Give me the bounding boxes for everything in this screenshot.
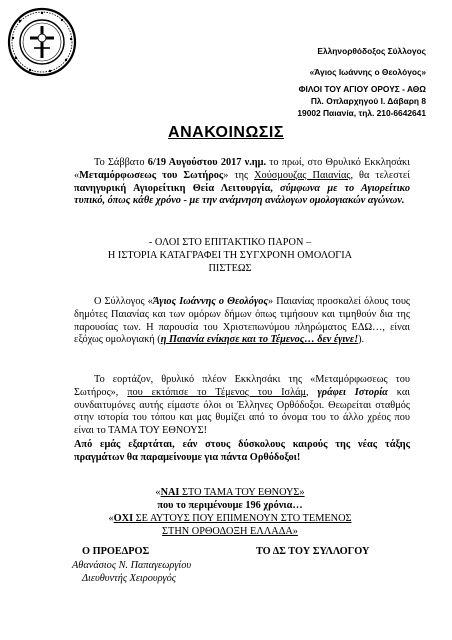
president-title: Ο ΠΡΟΕΔΡΟΣ: [82, 546, 150, 557]
president-name: Αθανάσιος Ν. Παπαγεωργίου: [72, 560, 192, 571]
board-title: ΤΟ ΔΣ ΤΟΥ ΣΥΛΛΟΓΟΥ: [256, 546, 370, 557]
waiting-line: που το περιμένουμε 196 χρόνια…: [157, 500, 303, 511]
orthodox-greece-line: ΣΤΗΝ ΟΡΘΟΔΟΞΗ ΕΛΛΑΔΑ»: [162, 526, 298, 537]
slogan-line-1: - ΟΛΟΙ ΣΤΟ ΕΠΙΤΑΚΤΙΚΟ ΠΑΡΟΝ –: [148, 237, 312, 248]
yes-line: «ΝΑΙ ΣΤΟ ΤΑΜΑ ΤΟΥ ΕΘΝΟΥΣ»: [155, 487, 305, 498]
slogan-line-2: Η ΙΣΤΟΡΙΑ ΚΑΤΑΓΡΑΦΕΙ ΤΗ ΣΥΓΧΡΟΝΗ ΟΜΟΛΟΓΙΑ: [107, 250, 353, 261]
org-name: Ελληνορθόδοξος Σύλλογος: [317, 46, 426, 56]
city-phone: 19002 Παιανία, τηλ. 210-6642641: [297, 108, 426, 118]
president-role: Διευθυντής Χειρουργός: [82, 573, 176, 584]
no-line: «ΟΧΙ ΣΕ ΑΥΤΟΥΣ ΠΟΥ ΕΠΙΜΕΝΟΥΝ ΣΤΟ ΤΕΜΕΝΟΣ: [108, 513, 352, 524]
paragraph-call: Ο Σύλλογος «Άγιος Ιωάννης ο Θεολόγος» Παιανίας προσκαλεί όλους τους δημότες Παιανίας και των ομόρων δήμων όπως τιμήσουν και τιμηθούν δια της παρουσίας των. Η παρουσία του Χριστεπωνύμου πληρώματος ΕΔΩ…, είναι εξόχως ομολογιακή (η Παιανία ενίκησε και το Τέμενος… δεν έγινε!).: [74, 296, 410, 346]
friends-line: ΦΙΛΟΙ ΤΟΥ ΑΓΙΟΥ ΟΡΟΥΣ - ΑΘΩ: [298, 84, 426, 94]
paragraph-history: Το εορτάζον, θρυλικό πλέον Εκκλησάκι της «Μεταμόρφωσεως του Σωτήρος», που εκτόπισε το Τέμενος του Ισλάμ, γράφει Ιστορία και συνδαιτυμόνες αυτής είμαστε όλοι οι Έλληνες Ορθόδοξοι. Θεωρείται σταθμός στην ιστορία του τόπου και μας θυμίζει από το όνομα του το άλλο χρέος που είναι το ΤΑΜΑ ΤΟΥ ΕΘΝΟΥΣ!: [74, 374, 410, 437]
address: Πλ. Οπλαρχηγού Ι. Δάβαρη 8: [310, 96, 426, 106]
paragraph-closing: Από εμάς εξαρτάται, εάν στους δύσκολους καιρούς της νέας τάξης πραγμάτων θα παραμείνουμε για πάντα Ορθόδοξοι!: [74, 439, 410, 463]
page-title: ΑΝΑΚΟΙΝΩΣΙΣ: [168, 124, 284, 141]
seal-icon: [6, 6, 78, 78]
association-name: «Άγιος Ιωάννης ο Θεολόγος»: [309, 67, 426, 77]
slogan-line-3: ΠΙΣΤΕΩΣ: [208, 263, 252, 274]
paragraph-invitation: Το Σάββατο 6/19 Αυγούστου 2017 ν.ημ. το πρωί, στο Θρυλικό Εκκλησάκι «Μεταμόρφωσεως του Σωτήρος» της Χούσμουζας Παιανίας, θα τελεστεί πανηγυρική Αγιορείτικη Θεία Λειτουργία, σύμφωνα με το Αγιορείτικο τυπικό, όπως κάθε χρόνο - με την ανάμνηση ανάλογων ομολογιακών αγώνων.: [74, 157, 410, 207]
